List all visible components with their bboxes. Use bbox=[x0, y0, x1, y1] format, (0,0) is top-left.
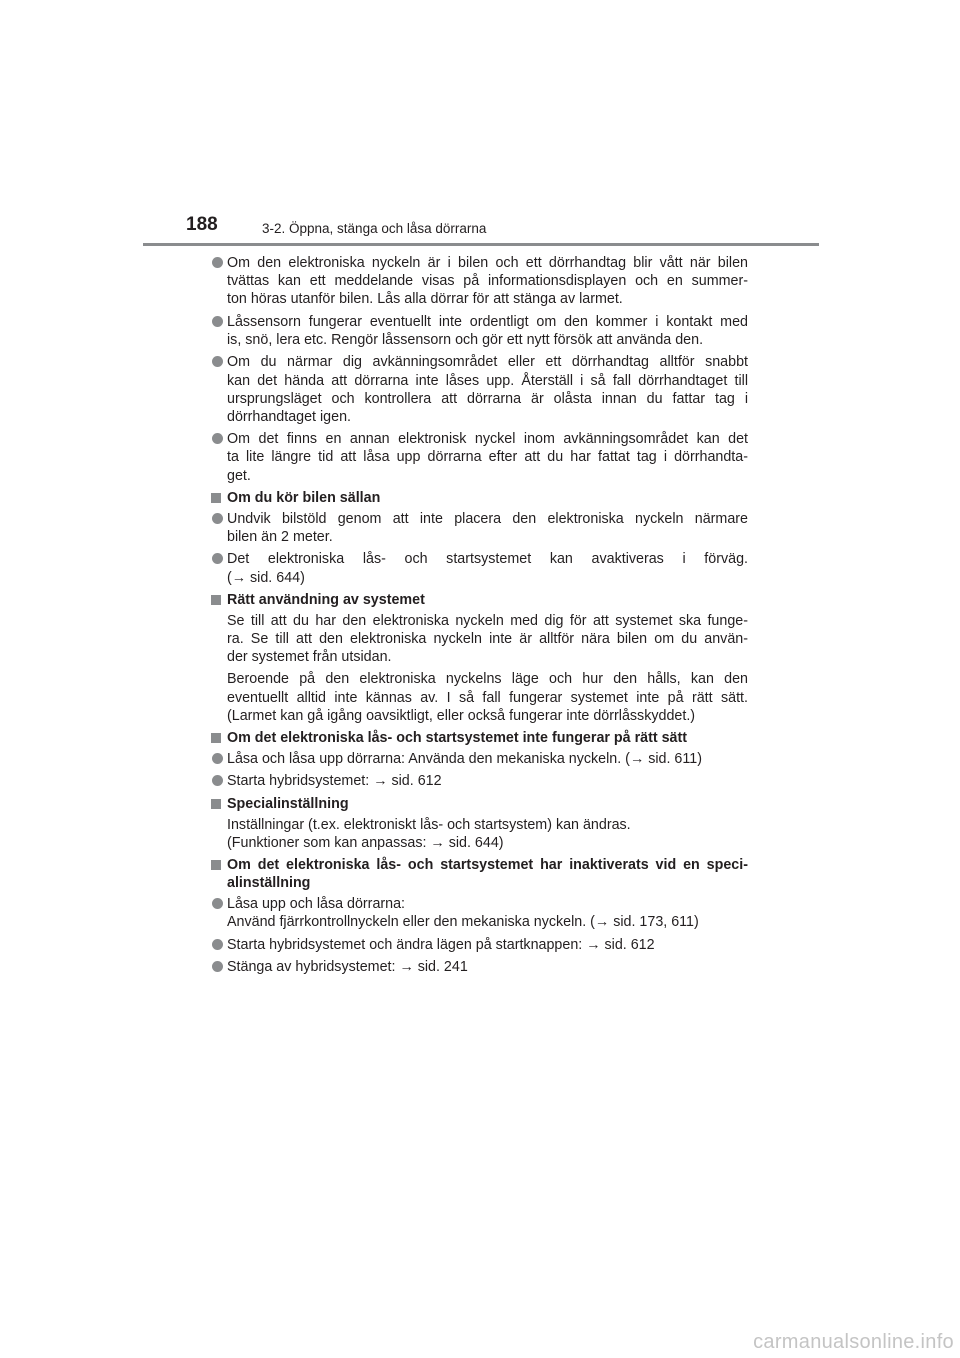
page-number: 188 bbox=[186, 214, 218, 235]
bullet-dot-icon bbox=[212, 898, 223, 909]
bullet-item: Om den elektroniska nyckeln är i bilen och ett dörrhandtag blir vått när bilen tvättas kan ett meddelande visas på informationsdisplayen och en summer- ton höras utanför bilen. Lås alla dörrar för att stänga av larmet. bbox=[210, 254, 748, 308]
section-heading: Rätt användning av systemet bbox=[210, 591, 748, 609]
bullet-dot-icon bbox=[212, 257, 223, 268]
bullet-item: Stänga av hybridsystemet: → sid. 241 bbox=[210, 958, 748, 976]
bullet-item: Om det finns en annan elektronisk nyckel inom avkänningsområdet kan det ta lite längre tid att låsa upp dörrarna efter att du har fattat tag i dörrhandta- get. bbox=[210, 430, 748, 484]
heading-square-icon bbox=[211, 733, 221, 743]
paragraph: Inställningar (t.ex. elektroniskt lås- och startsystem) kan ändras. (Funktioner som kan anpassas: → sid. 644) bbox=[227, 816, 631, 851]
bullet-dot-icon bbox=[212, 316, 223, 327]
manual-content bbox=[210, 254, 748, 981]
watermark: carmanualsonline.info bbox=[753, 1331, 954, 1353]
section-heading: Om det elektroniska lås- och startsystemet har inaktiverats vid en speci- alinställning bbox=[210, 856, 748, 892]
bullet-item: Låssensorn fungerar eventuellt inte ordentligt om den kommer i kontakt med is, snö, lera etc. Rengör låssensorn och gör ett nytt försök att använda den. bbox=[210, 313, 748, 349]
paragraph: Se till att du har den elektroniska nyckeln med dig för att systemet ska funge- ra. Se till att den elektroniska nyckeln inte är alltför nära bilen om du använ- der systemet från utsidan. bbox=[227, 612, 748, 665]
bullet-item: Starta hybridsystemet och ändra lägen på startknappen: → sid. 612 bbox=[210, 936, 748, 954]
bullet-dot-icon bbox=[212, 356, 223, 367]
bullet-item: Det elektroniska lås- och startsystemet kan avaktiveras i förväg. (→ sid. 644) bbox=[210, 550, 748, 586]
bullet-dot-icon bbox=[212, 513, 223, 524]
section-heading: Specialinställning bbox=[210, 795, 748, 813]
heading-square-icon bbox=[211, 595, 221, 605]
bullet-dot-icon bbox=[212, 753, 223, 764]
header-divider bbox=[143, 243, 819, 246]
bullet-item: Undvik bilstöld genom att inte placera den elektroniska nyckeln närmare bilen än 2 meter. bbox=[210, 510, 748, 546]
bullet-dot-icon bbox=[212, 433, 223, 444]
bullet-item: Låsa upp och låsa dörrarna: Använd fjärrkontrollnyckeln eller den mekaniska nyckeln. (→ sid. 173, 611) bbox=[210, 895, 748, 931]
bullet-item: Låsa och låsa upp dörrarna: Använda den mekaniska nyckeln. (→ sid. 611) bbox=[210, 750, 748, 768]
bullet-dot-icon bbox=[212, 939, 223, 950]
heading-square-icon bbox=[211, 860, 221, 870]
section-heading: Om det elektroniska lås- och startsystemet inte fungerar på rätt sätt bbox=[210, 729, 748, 747]
section-heading: Om du kör bilen sällan bbox=[210, 489, 748, 507]
heading-square-icon bbox=[211, 799, 221, 809]
bullet-item: Om du närmar dig avkänningsområdet eller ett dörrhandtag alltför snabbt kan det hända att dörrarna inte låses upp. Återställ i så fall dörrhandtaget till ursprungsläget och kontrollera att dörrarna är olåsta innan du fattar tag i dörrhandtaget igen. bbox=[210, 353, 748, 425]
heading-square-icon bbox=[211, 493, 221, 503]
paragraph: Beroende på den elektroniska nyckelns läge och hur den hålls, kan den eventuellt alltid inte kännas av. I så fall fungerar systemet inte på rätt sätt. (Larmet kan gå igång oavsiktligt, eller också fungerar inte dörrlåsskyddet.) bbox=[227, 671, 748, 724]
bullet-dot-icon bbox=[212, 553, 223, 564]
section-title: 3-2. Öppna, stänga och låsa dörrarna bbox=[262, 221, 487, 236]
bullet-dot-icon bbox=[212, 775, 223, 786]
bullet-dot-icon bbox=[212, 961, 223, 972]
bullet-item: Starta hybridsystemet: → sid. 612 bbox=[210, 772, 748, 790]
